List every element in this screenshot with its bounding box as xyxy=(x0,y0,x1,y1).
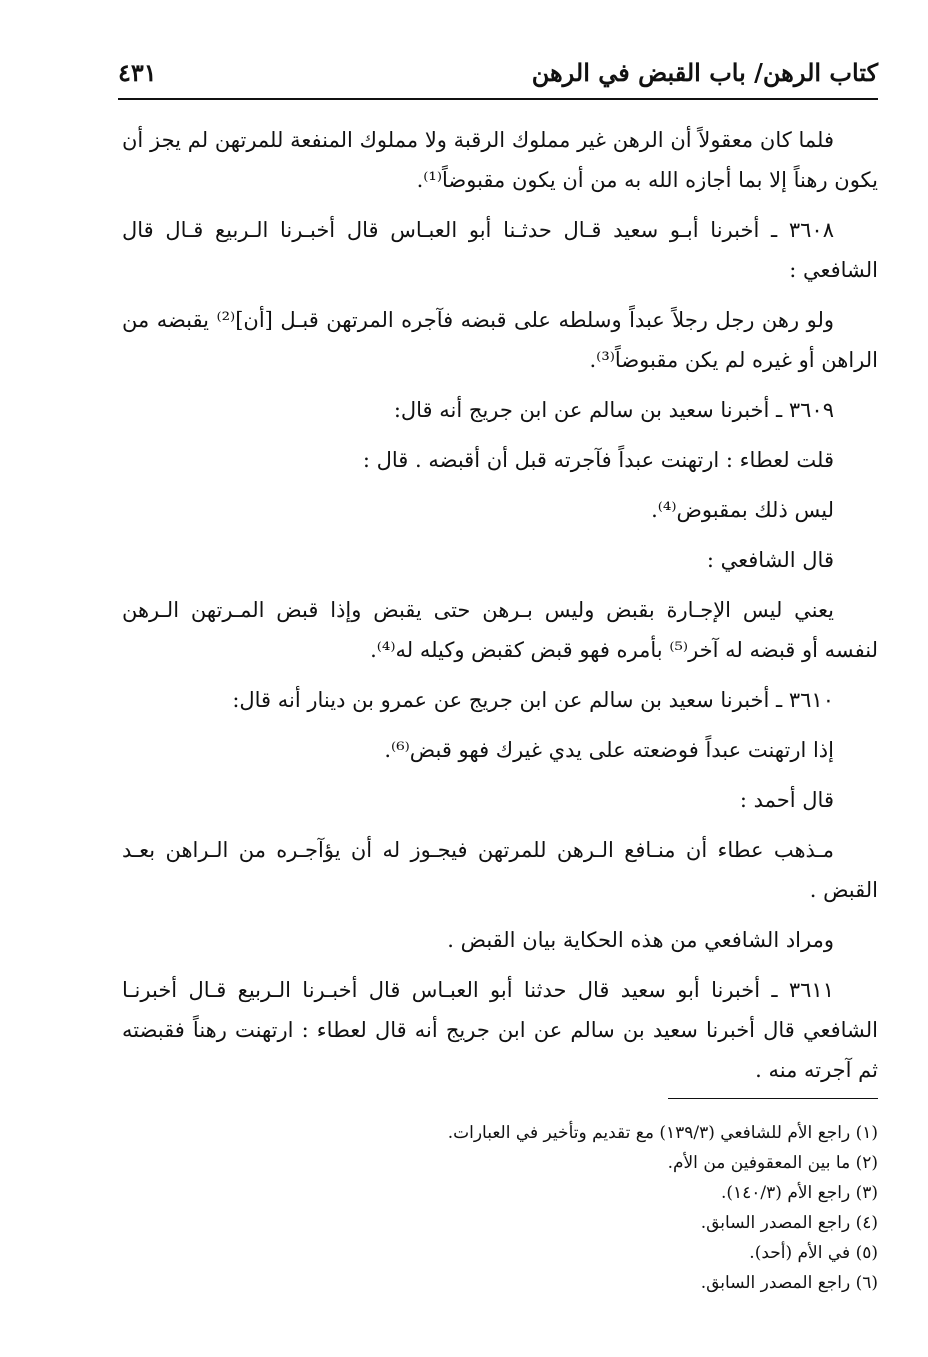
footnote-item: (٥) في الأم (أحد). xyxy=(749,1243,878,1263)
hadith-3610-intro: ٣٦١٠ ـ أخبرنا سعيد بن سالم عن ابن جريج عن عمرو بن دينار أنه قال: xyxy=(232,688,834,712)
speaker-label: قال الشافعي : xyxy=(706,548,834,572)
footnote-divider xyxy=(668,1098,878,1099)
page-header xyxy=(118,52,878,100)
paragraph: ليس ذلك بمقبوض⁽⁴⁾. xyxy=(651,498,834,522)
footnote-item: (٦) راجع المصدر السابق. xyxy=(700,1273,878,1293)
main-text xyxy=(122,120,878,1100)
paragraph: ولو رهن رجل رجلاً عبداً وسلطه على قبضه فآجره المرتهن قبـل [أن]⁽²⁾ يقبضه من الراهن أو غيره لم يكن مقبوضاً⁽³⁾. xyxy=(122,308,878,372)
page-number: ٤٣١ xyxy=(118,58,157,87)
paragraph: قلت لعطاء : ارتهنت عبداً فآجرته قبل أن أقبضه . قال : xyxy=(362,448,834,472)
hadith-3611-intro: ٣٦١١ ـ أخبرنا أبو سعيد قال حدثنا أبو العبـاس قال أخبـرنا الـربيع قـال أخبرنـا الشافعي قال أخبرنا سعيد بن سالم عن ابن جريج أنه قال لعطاء : ارتهنت رهناً فقبضته ثم آجرته منه . xyxy=(122,978,878,1082)
footnote-item: (٣) راجع الأم (١٤٠/٣). xyxy=(720,1183,878,1203)
paragraph: فلما كان معقولاً أن الرهن غير مملوك الرقبة ولا مملوك المنفعة للمرتهن لم يجز أن يكون رهناً إلا بما أجازه الله به من أن يكون مقبوضاً⁽¹⁾. xyxy=(122,128,878,192)
footnote-item: (٤) راجع المصدر السابق. xyxy=(700,1213,878,1233)
running-title: كتاب الرهن/ باب القبض في الرهن xyxy=(531,58,878,87)
speaker-label: قال أحمد : xyxy=(739,788,834,812)
footnotes xyxy=(300,1118,878,1298)
footnote-item: (٢) ما بين المعقوفين من الأم. xyxy=(667,1153,878,1173)
paragraph: مـذهب عطاء أن منـافع الـرهن للمرتهن فيجـوز له أن يؤآجـره من الـراهن بعـد القبض . xyxy=(122,838,878,902)
paragraph: يعني ليس الإجـارة بقبض وليس بـرهن حتى يقبض وإذا قبض المـرتهن الـرهن لنفسه أو قبضه له آخر⁽⁵⁾ بأمره فهو قبض كقبض وكيله له⁽⁴⁾. xyxy=(122,598,878,662)
footnote-item: (١) راجع الأم للشافعي (١٣٩/٣) مع تقديم وتأخير في العبارات. xyxy=(447,1123,878,1143)
hadith-3608-intro: ٣٦٠٨ ـ أخبرنا أبـو سعيد قـال حدثـنا أبو العبـاس قال أخبـرنا الـربيع قـال قال الشافعي : xyxy=(122,218,878,282)
paragraph: ومراد الشافعي من هذه الحكاية بيان القبض . xyxy=(447,928,834,952)
hadith-3609-intro: ٣٦٠٩ ـ أخبرنا سعيد بن سالم عن ابن جريج أنه قال: xyxy=(393,398,834,422)
paragraph: إذا ارتهنت عبداً فوضعته على يدي غيرك فهو قبض⁽⁶⁾. xyxy=(384,738,834,762)
